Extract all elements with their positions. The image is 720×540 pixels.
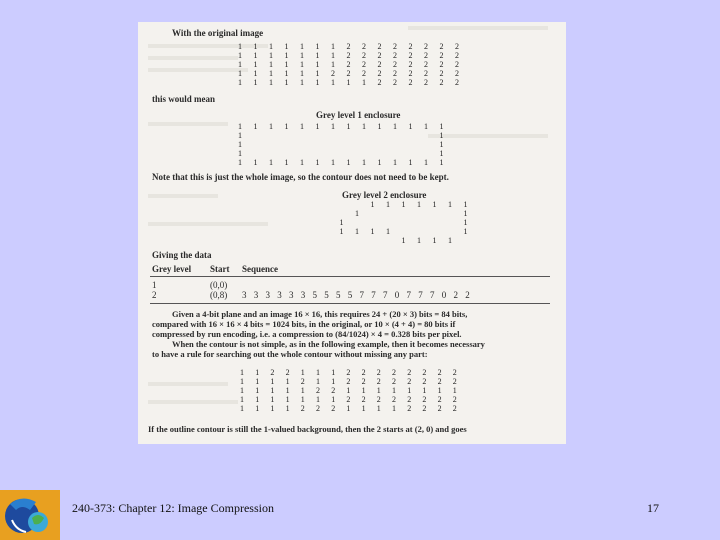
grid-cell: 2 <box>362 60 366 69</box>
grid-cell: 1 <box>300 368 305 377</box>
grid-cell: 2 <box>346 395 351 404</box>
grid-cell: 1 <box>300 395 305 404</box>
grid-cell: 1 <box>439 131 444 140</box>
grid-cell: 2 <box>437 368 442 377</box>
grid-cell: 2 <box>439 42 444 51</box>
grid-cell: 1 <box>362 78 366 87</box>
grid-cell: 2 <box>407 404 412 413</box>
grid-cell: 2 <box>452 377 457 386</box>
grid-cell: 1 <box>315 69 320 78</box>
heading-original: With the original image <box>172 28 264 38</box>
grid-cell: 1 <box>377 122 382 131</box>
grid-cell: 1 <box>300 122 304 131</box>
grid-cell: 1 <box>463 200 468 209</box>
grid-cell: 1 <box>315 122 320 131</box>
giving-data: Giving the data <box>152 250 212 260</box>
paragraph-line: Given a 4-bit plane and an image 16 × 16, this requires 24 + (20 × 3) bits = 84 bits, <box>172 309 468 319</box>
grid-cell: 1 <box>300 51 304 60</box>
grid-cell: 2 <box>439 60 444 69</box>
scanned-page-image <box>138 22 566 444</box>
note-text: Note that this is just the whole image, so the contour does not need to be kept. <box>152 172 449 182</box>
grid-cell: 1 <box>284 60 289 69</box>
grid-cell: 1 <box>253 42 258 51</box>
grid-cell: 2 <box>362 42 366 51</box>
grid-cell: 1 <box>386 227 390 236</box>
grid-cell: 1 <box>355 227 359 236</box>
grid-cell: 2 <box>408 78 413 87</box>
grid-cell: 1 <box>255 386 260 395</box>
grid-cell: 2 <box>285 368 290 377</box>
grid-cell: 1 <box>238 140 242 149</box>
grid-cell: 1 <box>315 158 320 167</box>
grid-cell: 2 <box>377 60 382 69</box>
grid-cell: 1 <box>255 377 260 386</box>
grid-cell: 1 <box>270 395 275 404</box>
grid-cell: 1 <box>463 209 468 218</box>
grid-cell: 2 <box>422 395 427 404</box>
grid-cell: 2 <box>452 404 457 413</box>
grid-cell: 2 <box>422 377 427 386</box>
paragraph-line: compared with 16 × 16 × 4 bits = 1024 bits, in the original, or 10 × (4 + 4) = 80 bits if <box>152 319 456 329</box>
grid-cell: 1 <box>377 158 382 167</box>
grid-cell: 2 <box>361 377 366 386</box>
grid-cell: 2 <box>424 78 428 87</box>
grid-cell: 1 <box>346 404 351 413</box>
grid-cell: 1 <box>362 158 366 167</box>
grid-cell: 1 <box>376 404 381 413</box>
grid-cell: 2 <box>392 395 396 404</box>
grid-cell: 1 <box>401 236 406 245</box>
grid-cell: 1 <box>331 368 336 377</box>
grid-cell: 2 <box>376 395 381 404</box>
grid-cell: 2 <box>407 377 412 386</box>
grid-cell: 1 <box>253 122 258 131</box>
grid-cell: 2 <box>377 78 382 87</box>
grid-cell: 2 <box>362 69 366 78</box>
grid-cell: 2 <box>424 51 428 60</box>
grid-cell: 1 <box>269 122 273 131</box>
grid-cell: 1 <box>346 386 351 395</box>
grid-cell: 2 <box>270 368 275 377</box>
grid-cell: 1 <box>285 377 290 386</box>
grid-cell: 1 <box>331 78 335 87</box>
grid-cell: 1 <box>255 368 260 377</box>
grid-cell: 2 <box>361 368 366 377</box>
grid-cell: 2 <box>439 51 444 60</box>
grid-cell: 1 <box>300 60 304 69</box>
grid-cell: 1 <box>316 377 320 386</box>
grid-cell: 1 <box>331 122 335 131</box>
grid-cell: 2 <box>439 69 444 78</box>
grid-cell: 1 <box>316 395 320 404</box>
grid-cell: 2 <box>393 69 397 78</box>
grid-cell: 1 <box>463 218 468 227</box>
paragraph-line: When the contour is not simple, as in the following example, then it becomes necessary <box>172 339 485 349</box>
grid-cell: 1 <box>284 158 289 167</box>
grid-cell: 1 <box>393 158 397 167</box>
grid-cell: 2 <box>300 377 305 386</box>
grid-cell: 1 <box>285 404 290 413</box>
grid-cell: 2 <box>437 404 442 413</box>
grid-cell: 1 <box>270 377 275 386</box>
grid-cell: 1 <box>300 78 304 87</box>
grid-cell: 1 <box>240 386 244 395</box>
grid-cell: 1 <box>270 386 275 395</box>
grid-cell: 2 <box>407 395 412 404</box>
grid-cell: 1 <box>401 200 406 209</box>
grid-cell: 1 <box>361 404 366 413</box>
grid-cell: 2 <box>437 377 442 386</box>
grid-cell: 1 <box>300 69 304 78</box>
grid-cell: 1 <box>269 51 273 60</box>
grid-cell: 1 <box>255 404 260 413</box>
grid-cell: 1 <box>253 69 258 78</box>
grid-cell: 2 <box>424 69 428 78</box>
enclosure2-title: Grey level 2 enclosure <box>342 190 427 200</box>
grid-cell: 2 <box>452 368 457 377</box>
grid-cell: 1 <box>253 60 258 69</box>
grid-cell: 2 <box>393 51 397 60</box>
grid-cell: 1 <box>270 404 275 413</box>
grid-cell: 1 <box>284 122 289 131</box>
university-logo <box>0 490 60 540</box>
grid-cell: 1 <box>370 200 375 209</box>
grid-cell: 1 <box>238 158 242 167</box>
grid-cell: 1 <box>284 69 289 78</box>
grid-cell: 2 <box>392 368 396 377</box>
grid-cell: 1 <box>331 395 336 404</box>
grid-cell: 1 <box>300 42 304 51</box>
grid-cell: 1 <box>361 386 366 395</box>
grid-cell: 1 <box>285 386 290 395</box>
grid-cell: 1 <box>315 60 320 69</box>
paragraph-line: compressed by run encoding, i.e. a compression to (84/1024) × 4 = 0.328 bits per pixel. <box>152 329 462 339</box>
last-line: If the outline contour is still the 1-valued background, then the 2 starts at (2, 0) and goes <box>148 424 467 434</box>
grid-cell: 2 <box>455 42 459 51</box>
grid-cell: 2 <box>439 78 444 87</box>
grid-cell: 1 <box>240 377 244 386</box>
grid-cell: 2 <box>376 368 381 377</box>
table-header-sequence: Sequence <box>242 264 278 274</box>
grid-cell: 1 <box>240 368 244 377</box>
grid-cell: 1 <box>240 404 244 413</box>
grid-cell: 2 <box>377 42 382 51</box>
grid-cell: 1 <box>376 386 381 395</box>
grid-cell: 2 <box>408 51 413 60</box>
grid-cell: 1 <box>238 69 242 78</box>
grid-cell: 1 <box>331 60 335 69</box>
grid-cell: 1 <box>316 368 320 377</box>
grid-cell: 2 <box>455 69 459 78</box>
footer-title: 240-373: Chapter 12: Image Compression <box>72 501 274 515</box>
grid-cell: 2 <box>331 69 335 78</box>
grid-cell: 1 <box>362 122 366 131</box>
grid-cell: 1 <box>339 218 344 227</box>
grid-cell: 1 <box>432 236 437 245</box>
grid-cell: 1 <box>238 60 242 69</box>
grid-cell: 2 <box>455 51 459 60</box>
grid-cell: 1 <box>238 51 242 60</box>
grid-cell: 1 <box>269 158 273 167</box>
grid-cell: 2 <box>377 51 382 60</box>
grid-cell: 2 <box>422 404 427 413</box>
grid-cell: 1 <box>253 51 258 60</box>
grid-cell: 1 <box>238 78 242 87</box>
grid-cell: 2 <box>346 368 351 377</box>
grid-cell: 2 <box>393 78 397 87</box>
grid-cell: 1 <box>370 227 375 236</box>
grid-cell: 2 <box>408 69 413 78</box>
grid-cell: 1 <box>269 60 273 69</box>
grid-cell: 1 <box>331 42 335 51</box>
grid-cell: 2 <box>393 42 397 51</box>
grid-cell: 2 <box>346 377 351 386</box>
table-header-start: Start <box>210 264 230 274</box>
grid-cell: 2 <box>422 368 427 377</box>
grid-cell: 1 <box>315 51 320 60</box>
grid-cell: 2 <box>346 42 351 51</box>
grid-cell: 1 <box>300 386 305 395</box>
grid-cell: 2 <box>331 386 336 395</box>
grid-cell: 1 <box>408 158 413 167</box>
grid-cell: 2 <box>346 60 351 69</box>
grid-cell: 2 <box>377 69 382 78</box>
grid-cell: 2 <box>452 395 457 404</box>
grid-cell: 2 <box>455 78 459 87</box>
grid-cell: 1 <box>437 386 442 395</box>
table-cell-start: (0,8) <box>210 290 228 300</box>
paragraph-line: to have a rule for searching out the whole contour without missing any part: <box>152 349 428 359</box>
grid-cell: 2 <box>361 395 366 404</box>
grid-cell: 2 <box>408 42 413 51</box>
grid-cell: 1 <box>424 158 428 167</box>
grid-cell: 1 <box>422 386 427 395</box>
grid-cell: 1 <box>315 78 320 87</box>
grid-cell: 2 <box>424 60 428 69</box>
grid-cell: 1 <box>269 42 273 51</box>
grid-cell: 2 <box>424 42 428 51</box>
grid-cell: 1 <box>432 200 437 209</box>
grid-cell: 1 <box>417 200 421 209</box>
grid-cell: 2 <box>300 404 305 413</box>
page-number: 17 <box>647 501 659 515</box>
grid-cell: 1 <box>407 386 412 395</box>
grid-cell: 1 <box>439 122 444 131</box>
grid-cell: 1 <box>408 122 413 131</box>
grid-cell: 1 <box>439 149 444 158</box>
grid-cell: 1 <box>238 149 242 158</box>
grid-cell: 2 <box>437 395 442 404</box>
grid-cell: 1 <box>339 227 344 236</box>
grid-cell: 2 <box>331 404 336 413</box>
grid-cell: 1 <box>346 78 351 87</box>
grid-cell: 1 <box>284 51 289 60</box>
grid-cell: 2 <box>455 60 459 69</box>
grid-cell: 2 <box>392 377 396 386</box>
grid-cell: 1 <box>355 209 359 218</box>
grid-cell: 2 <box>407 368 412 377</box>
grid-cell: 1 <box>285 395 290 404</box>
grid-cell: 2 <box>393 60 397 69</box>
grid-cell: 1 <box>255 395 260 404</box>
grid-cell: 2 <box>362 51 366 60</box>
grid-cell: 1 <box>240 395 244 404</box>
grid-cell: 1 <box>417 236 421 245</box>
grid-cell: 1 <box>452 386 457 395</box>
grid-cell: 1 <box>346 122 351 131</box>
grid-cell: 1 <box>331 51 335 60</box>
table-cell-start: (0,0) <box>210 280 228 290</box>
table-row: 1 <box>152 280 157 290</box>
grid-cell: 1 <box>439 140 444 149</box>
grid-cell: 1 <box>448 236 452 245</box>
this-would-mean: this would mean <box>152 94 216 104</box>
grid-cell: 1 <box>315 42 320 51</box>
grid-cell: 2 <box>316 404 320 413</box>
grid-cell: 1 <box>269 78 273 87</box>
grid-cell: 1 <box>346 158 351 167</box>
grid-cell: 1 <box>393 122 397 131</box>
grid-cell: 1 <box>253 158 258 167</box>
grid-cell: 2 <box>346 51 351 60</box>
grid-cell: 1 <box>300 158 304 167</box>
grid-cell: 1 <box>424 122 428 131</box>
grid-cell: 1 <box>392 386 396 395</box>
grid-cell: 1 <box>463 227 468 236</box>
grid-cell: 1 <box>284 42 289 51</box>
grid-cell: 2 <box>316 386 320 395</box>
grid-cell: 1 <box>238 131 242 140</box>
grid-cell: 1 <box>439 158 444 167</box>
grid-cell: 1 <box>253 78 258 87</box>
grid-cell: 1 <box>386 200 390 209</box>
grid-cell: 1 <box>448 200 452 209</box>
grid-cell: 1 <box>331 377 336 386</box>
grid-cell: 1 <box>238 42 242 51</box>
grid-cell: 2 <box>346 69 351 78</box>
table-cell-sequence: 3 3 3 3 3 3 5 5 5 5 7 7 7 0 7 7 7 0 2 2 <box>242 290 470 300</box>
grid-cell: 1 <box>238 122 242 131</box>
grid-cell: 1 <box>331 158 335 167</box>
grid-cell: 1 <box>269 69 273 78</box>
enclosure1-title: Grey level 1 enclosure <box>316 110 401 120</box>
grid-cell: 1 <box>392 404 396 413</box>
grid-cell: 2 <box>376 377 381 386</box>
table-header-level: Grey level <box>152 264 192 274</box>
grid-cell: 1 <box>284 78 289 87</box>
table-row: 2 <box>152 290 157 300</box>
grid-cell: 2 <box>408 60 413 69</box>
